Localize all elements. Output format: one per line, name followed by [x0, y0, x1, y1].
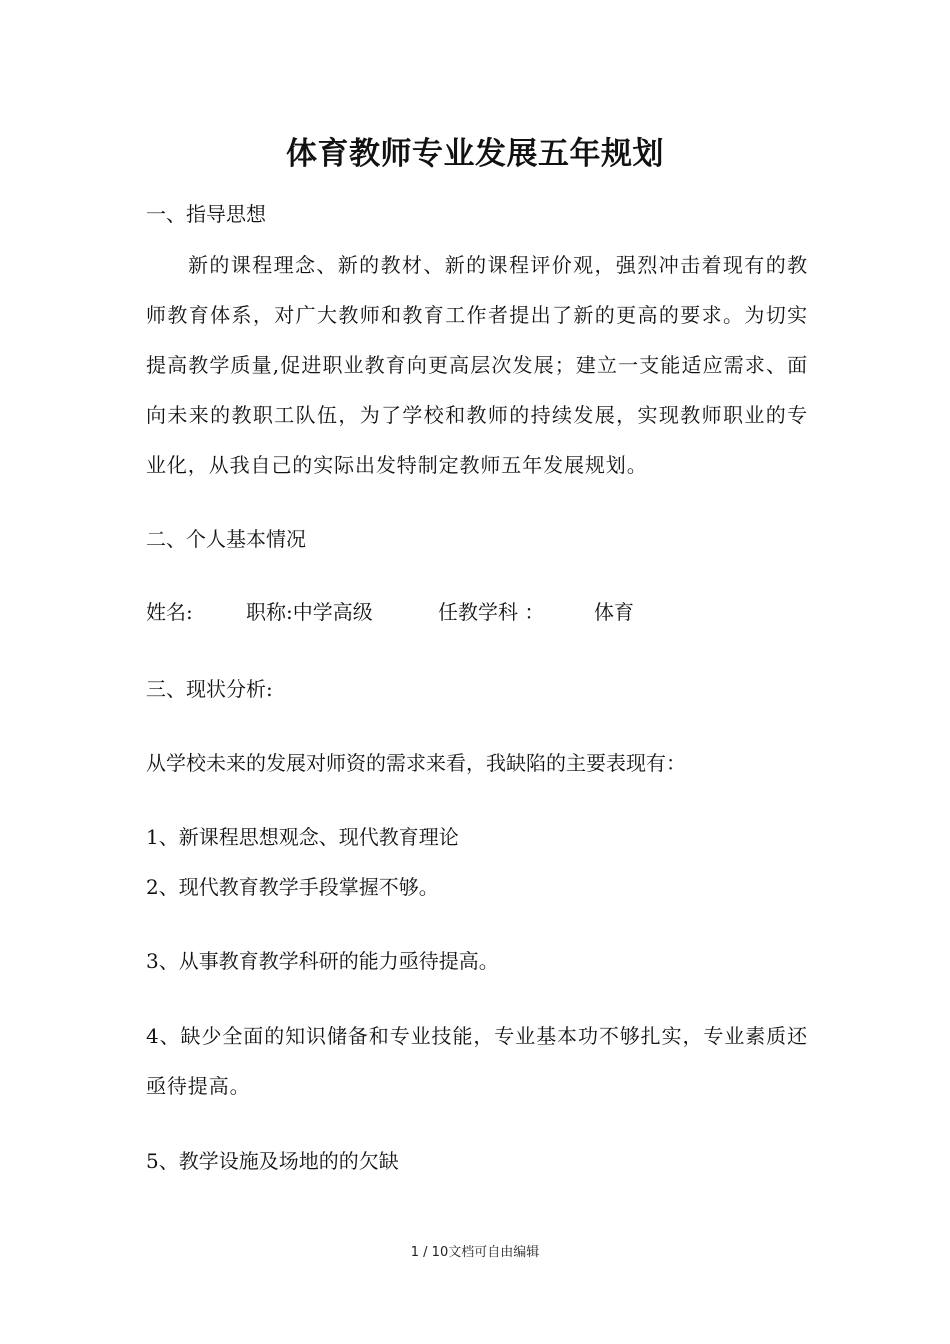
guiding-ideology-paragraph: 新的课程理念、新的教材、新的课程评价观，强烈冲击着现有的教师教育体系，对广大教师和教育工作者提出了新的更高的要求。为切实提高教学质量,促进职业教育向更高层次发展；建立一支能适应需求、面向未来的教职工队伍，为了学校和教师的持续发展，实现教师职业的专业化，从我自己的实际出发特制定教师五年发展规划。 — [146, 253, 808, 477]
professional-title-label: 职称:中学高级 — [246, 600, 373, 624]
list-item: 1、新课程思想观念、现代教育理论 — [146, 825, 459, 849]
section-heading-personal-info: 二、个人基本情况 — [146, 527, 306, 551]
subject-value: 体育 — [594, 600, 634, 624]
document-title: 体育教师专业发展五年规划 — [286, 136, 664, 172]
list-item: 5、教学设施及场地的的欠缺 — [146, 1149, 399, 1173]
list-item: 4、缺少全面的知识储备和专业技能，专业基本功不够扎实，专业素质还亟待提高。 — [146, 1024, 808, 1098]
subject-label: 任教学科 ： — [438, 600, 545, 624]
section-heading-status-analysis: 三、现状分析: — [146, 677, 273, 701]
page-footer: 1 / 10文档可自由编辑 — [410, 1245, 540, 1260]
status-analysis-intro: 从学校未来的发展对师资的需求来看，我缺陷的主要表现有： — [146, 751, 686, 775]
section-heading-guiding-ideology: 一、指导思想 — [146, 202, 266, 226]
name-label: 姓名: — [146, 600, 193, 624]
list-item: 2、现代教育教学手段掌握不够。 — [146, 875, 439, 899]
personal-info-row — [146, 597, 666, 627]
list-item: 3、从事教育教学科研的能力亟待提高。 — [146, 949, 499, 973]
